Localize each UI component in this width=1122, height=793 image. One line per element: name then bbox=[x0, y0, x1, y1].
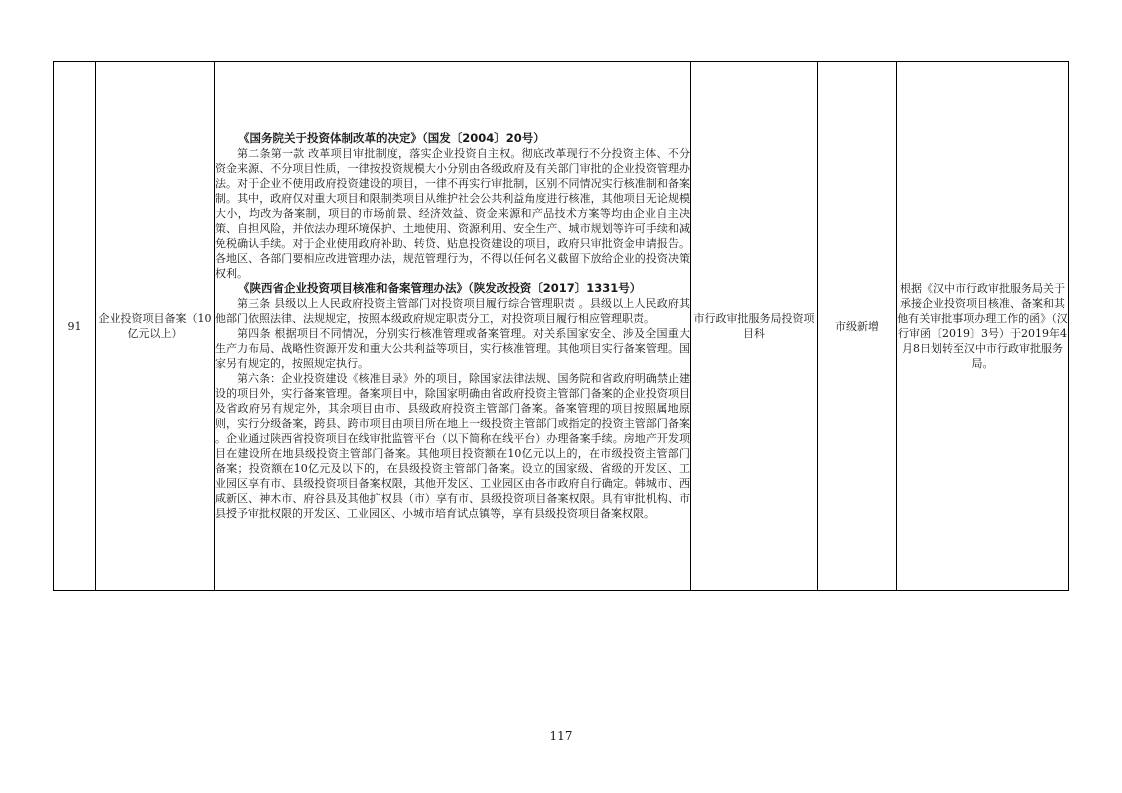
approval-items-table bbox=[53, 61, 1069, 591]
legal-basis-cell bbox=[215, 62, 691, 591]
table-row bbox=[54, 62, 1069, 591]
change-type: 市级新增 bbox=[835, 319, 879, 333]
law-paragraph: 第二条第一款 改革项目审批制度，落实企业投资自主权。彻底改革现行不分投资主体、不分资金来源、不分项目性质，一律按投资规模大小分别由各级政府及有关部门审批的企业投资管理办法。对于企业不使用政府投资建设的项目，一律不再实行审批制，区别不同情况实行核准制和备案制。其中，政府仅对重大项目和限制类项目从维护社会公共利益角度进行核准，其他项目无论规模大小，均改为备案制，项目的市场前景、经济效益、资金来源和产品技术方案等均由企业自主决策、自担风险，并依法办理环境保护、土地使用、资源利用、安全生产、城市规划等许可手续和减免税确认手续。对于企业使用政府补助、转贷、贴息投资建设的项目，政府只审批资金申请报告。各地区、各部门要相应改进管理办法，规范管理行为，不得以任何名义截留下放给企业的投资决策权利。 bbox=[215, 147, 690, 280]
legal-basis-block-2 bbox=[215, 281, 690, 521]
row-number: 91 bbox=[67, 319, 82, 333]
legal-basis-block-1 bbox=[215, 131, 690, 281]
law-title: 《陕西省企业投资项目核准和备案管理办法》（陕发改投资〔2017〕1331号） bbox=[238, 281, 642, 295]
department-cell bbox=[691, 62, 818, 591]
page-number: 117 bbox=[549, 729, 573, 743]
law-title: 《国务院关于投资体制改革的决定》（国发〔2004〕20号） bbox=[238, 131, 545, 145]
note: 根据《汉中市行政审批服务局关于承接企业投资项目核准、备案和其他有关审批事项办理工作的函》（汉行审函〔2019〕3号）于2019年4月8日划转至汉中市行政审批服务局。 bbox=[897, 282, 1068, 370]
department: 市行政审批服务局投资项目科 bbox=[693, 312, 815, 340]
law-paragraph: 第三条 县级以上人民政府投资主管部门对投资项目履行综合管理职责 。县级以上人民政府其他部门依照法律、法规规定，按照本级政府规定职责分工，对投资项目履行相应管理职责。 bbox=[215, 297, 690, 325]
note-cell bbox=[897, 62, 1069, 591]
row-number-cell bbox=[54, 62, 96, 591]
item-name-cell bbox=[96, 62, 215, 591]
change-type-cell bbox=[818, 62, 897, 591]
law-paragraph: 第四条 根据项目不同情况，分别实行核准管理或备案管理。对关系国家安全、涉及全国重大生产力布局、战略性资源开发和重大公共利益等项目，实行核准管理。其他项目实行备案管理。国家另有规定的，按照规定执行。 bbox=[215, 327, 690, 370]
item-name: 企业投资项目备案（10亿元以上） bbox=[98, 312, 212, 340]
law-paragraph: 第六条：企业投资建设《核准目录》外的项目，除国家法律法规、国务院和省政府明确禁止建设的项目外，实行备案管理。备案项目中，除国家明确由省政府投资主管部门备案的企业投资项目及省政府另有规定外，其余项目由市、县级政府投资主管部门备案。备案管理的项目按照属地原则，实行分级备案，跨县、跨市项目由项目所在地上一级投资主管部门或指定的投资主管部门备案 。企业通过陕西省投资项目在线审批监管平台（以下简称在线平台）办理备案手续。房地产开发项目在建设所在地县级投资主管部门备案。其他项目投资额在10亿元以上的，在市级投资主管部门备案；投资额在10亿元及以下的，在县级投资主管部门备案。设立的国家级、省级的开发区、工业园区享有市、县级投资项目备案权限，其他开发区、工业园区由各市政府自行确定。韩城市、西咸新区、神木市、府谷县及其他扩权县（市）享有市、县级投资项目备案权限。具有审批机构、市县授予审批权限的开发区、工业园区、小城市培育试点镇等，享有县级投资项目备案权限。 bbox=[215, 372, 690, 520]
